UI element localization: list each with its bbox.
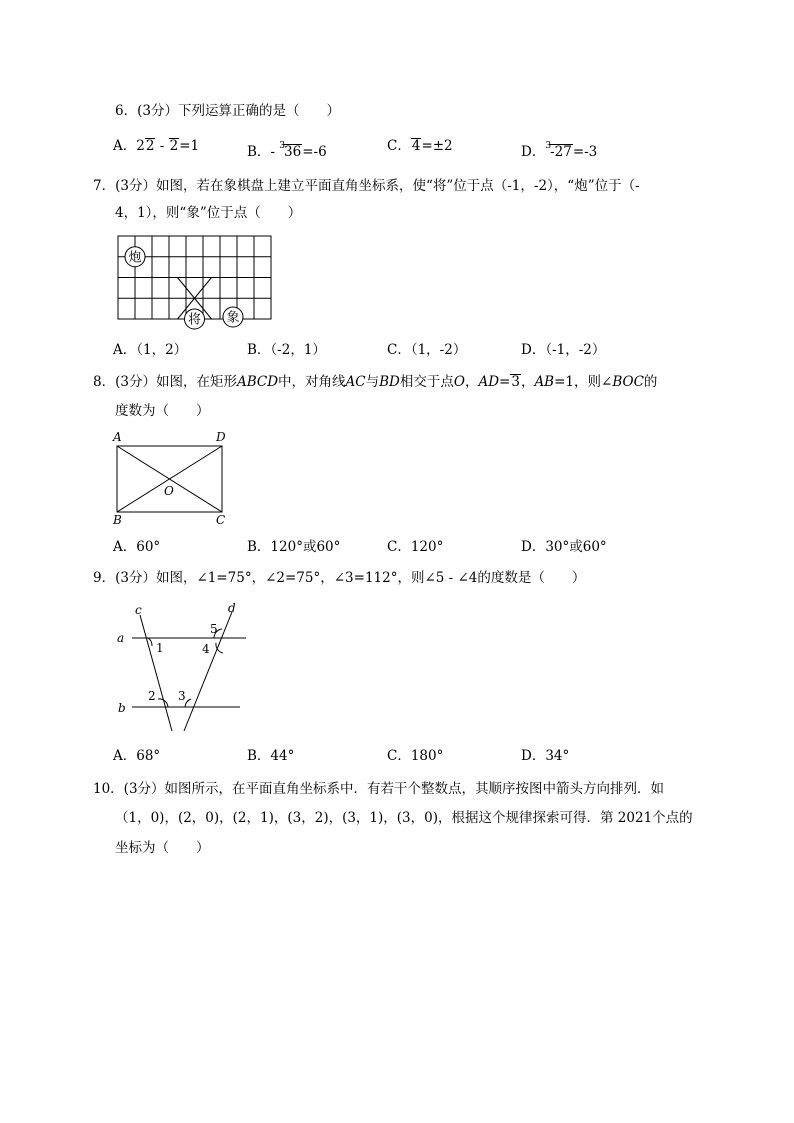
q7-option-c[interactable]: C．（1，-2） xyxy=(387,342,467,358)
svg-text:将: 将 xyxy=(187,312,202,328)
q6-option-c[interactable]: C．4=±2 xyxy=(387,138,453,154)
q8-stem-line2: 度数为（ ） xyxy=(115,403,210,419)
svg-text:炮: 炮 xyxy=(128,250,142,266)
q8-option-b[interactable]: B．120°或60° xyxy=(247,539,341,555)
chessboard-figure xyxy=(110,230,280,330)
q7-stem-line1: 7．(3分）如图，若在象棋盘上建立平面直角坐标系，使“将”位于点（-1，-2），“炮”位于（- xyxy=(93,178,640,194)
label-O: O xyxy=(164,484,174,498)
q8-option-d[interactable]: D．30°或60° xyxy=(521,539,607,555)
q9-option-a[interactable]: A．68° xyxy=(113,748,161,764)
q8-option-c[interactable]: C．120° xyxy=(387,539,444,555)
angle-5: 5 xyxy=(210,622,218,636)
q8-stem-line1: 8．(3分）如图，在矩形ABCD中，对角线AC与BD相交于点O，AD=3，AB=1，则∠BOC的 xyxy=(93,374,658,390)
q6-option-a[interactable]: A．22 - 2=1 xyxy=(113,138,200,154)
pao-piece xyxy=(125,247,145,267)
q6-option-b[interactable]: B．- $^3$36=-6 xyxy=(247,141,327,160)
q7-option-a[interactable]: A．（1，2） xyxy=(113,342,188,358)
label-b: b xyxy=(118,701,126,715)
label-d: d xyxy=(228,601,236,615)
q9-option-d[interactable]: D．34° xyxy=(521,748,570,764)
q7-option-d[interactable]: D．（-1，-2） xyxy=(521,342,606,358)
jiang-piece xyxy=(185,309,205,329)
rectangle-figure xyxy=(110,428,235,533)
angle-3: 3 xyxy=(178,689,186,703)
q10-stem-line2: （1，0)，(2，0)，(2，1)，(3，2)，(3，1)，(3，0)，根据这个规律探索可得．第 2021个点的 xyxy=(115,810,693,826)
q6-option-d[interactable]: D．$^3$-27=-3 xyxy=(521,141,598,160)
parallel-lines-figure xyxy=(110,596,250,736)
q10-stem-line3: 坐标为（ ） xyxy=(115,840,210,856)
q7-option-b[interactable]: B．（-2，1） xyxy=(247,342,326,358)
label-a: a xyxy=(117,631,125,645)
svg-text:象: 象 xyxy=(226,310,240,326)
q10-stem-line1: 10．(3分）如图所示，在平面直角坐标系中．有若干个整数点，其顺序按图中箭头方向排列．如 xyxy=(93,781,665,797)
label-c: c xyxy=(135,603,142,617)
label-D: D xyxy=(216,430,226,444)
label-B: B xyxy=(113,513,122,527)
q9-option-b[interactable]: B．44° xyxy=(247,748,295,764)
xiang-piece xyxy=(223,307,243,327)
angle-4: 4 xyxy=(202,642,210,656)
label-C: C xyxy=(216,513,226,527)
label-A: A xyxy=(113,430,122,444)
q7-stem-line2: 4，1），则“象”位于点（ ） xyxy=(115,205,302,221)
q9-stem: 9．(3分）如图，∠1=75°，∠2=75°，∠3=112°，则∠5 - ∠4的度数是（ ） xyxy=(93,570,586,586)
q8-option-a[interactable]: A．60° xyxy=(113,539,161,555)
q6-stem: 6．(3分）下列运算正确的是（ ） xyxy=(115,103,340,119)
angle-1: 1 xyxy=(156,641,164,655)
q9-option-c[interactable]: C．180° xyxy=(387,748,444,764)
angle-2: 2 xyxy=(148,689,156,703)
